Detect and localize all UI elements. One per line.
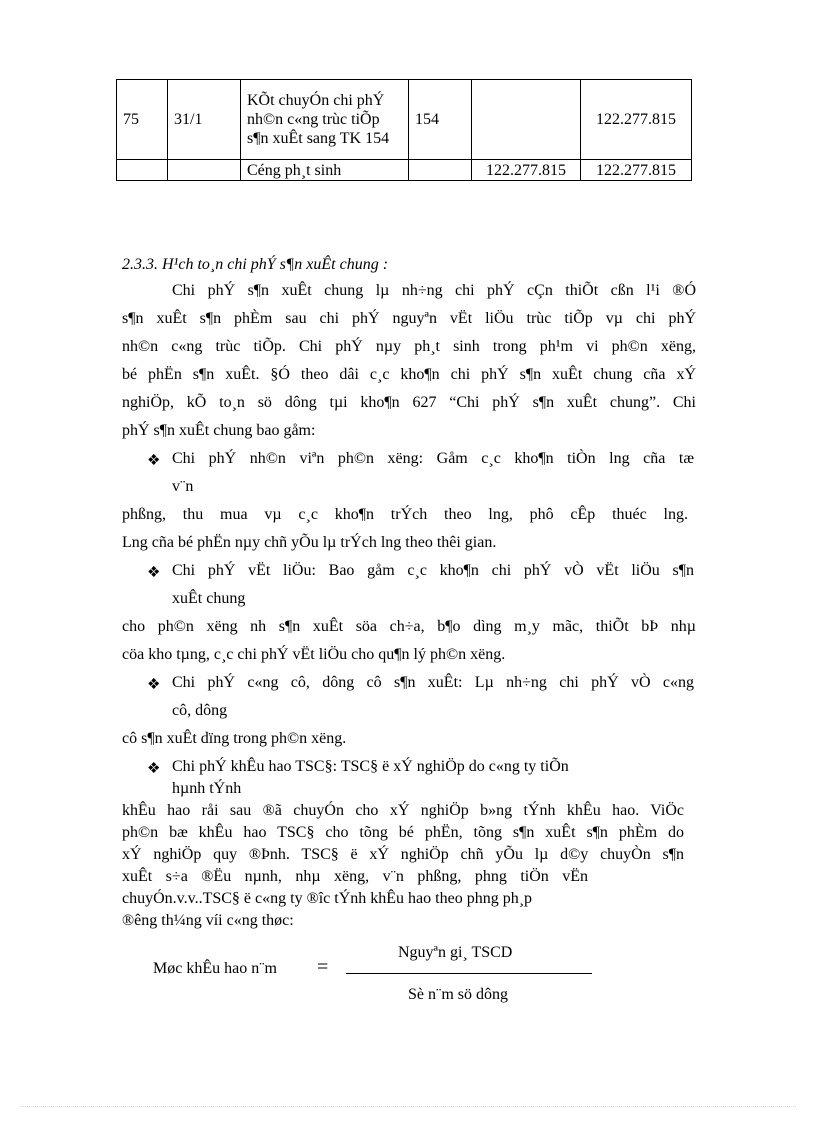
table-cell: 122.277.815 [472, 160, 581, 181]
paragraph-line: Chi phÝ s¶n xuÊt chung lµ nh÷ng chi phÝ cÇn thiÕt cßn l¹i ®Ó [172, 282, 696, 299]
paragraph-line: Lng cña bé phËn nµy chñ yÕu lµ trÝch lng theo thêi gian. [122, 534, 497, 551]
formula-denominator: Sè n¨m sö dông [408, 986, 508, 1003]
paragraph-line: chuyÓn.v.v..TSC§ ë c«ng ty ®îc tÝnh khÊu hao theo phng ph¸p [122, 890, 533, 907]
table-cell: 122.277.815 [581, 80, 692, 160]
table-row [117, 80, 692, 160]
diamond-bullet-icon: ❖ [147, 565, 161, 581]
paragraph-line: xuÊt s÷a ®Ëu nµnh, nhµ xëng, v¨n phßng, phng tiÖn vËn [122, 868, 588, 885]
paragraph-line: phÝ s¶n xuÊt chung bao gåm: [122, 422, 316, 439]
formula-numerator: Nguyªn gi¸ TSCD [398, 944, 513, 961]
page-bottom-rule [20, 1106, 796, 1107]
table-cell: 154 [409, 80, 472, 160]
paragraph-line: phßng, thu mua vµ c¸c kho¶n trÝch theo lng, phô cÊp thuéc lng. [122, 506, 688, 523]
bullet-line: xuÊt chung [172, 590, 246, 607]
table-cell [117, 160, 168, 181]
table-cell: 75 [117, 80, 168, 160]
formula-label: Møc khÊu hao n¨m [153, 960, 277, 977]
table-cell: 31/1 [168, 80, 241, 160]
table-cell: Céng ph¸t sinh [241, 160, 409, 181]
table-cell: 122.277.815 [581, 160, 692, 181]
ledger-table [116, 79, 692, 181]
bullet-line: Chi phÝ nh©n viªn ph©n xëng: Gåm c¸c kho¶n tiÒn lng cña tæ [172, 450, 694, 467]
paragraph-line: nghiÖp, kÕ to¸n sö dông tµi kho¶n 627 “Chi phÝ s¶n xuÊt chung”. Chi [122, 394, 696, 411]
bullet-line: cô, dông [172, 702, 228, 719]
bullet-line: Chi phÝ vËt liÖu: Bao gåm c¸c kho¶n chi phÝ vÒ vËt liÖu s¶n [172, 562, 694, 579]
diamond-bullet-icon: ❖ [147, 761, 161, 777]
table-cell [472, 80, 581, 160]
depreciation-formula [150, 940, 610, 1010]
table-row [117, 160, 692, 181]
table-cell [409, 160, 472, 181]
paragraph-line: xÝ nghiÖp quy ®Þnh. TSC§ ë xÝ nghiÖp chñ yÕu lµ d©y chuyÒn s¶n [122, 846, 684, 863]
paragraph-line: ph©n bæ khÊu hao TSC§ cho tõng bé phËn, tõng s¶n xuÊt s¶n phÈm do [122, 824, 684, 841]
formula-equals: = [317, 956, 329, 978]
paragraph-line: s¶n xuÊt s¶n phÈm sau chi phÝ nguyªn vËt liÖu trùc tiÕp vµ chi phÝ [122, 310, 696, 327]
bullet-line: Chi phÝ khÊu hao TSC§: TSC§ ë xÝ nghiÖp do c«ng ty tiÕn [172, 758, 569, 775]
bullet-line: hµnh tÝnh [172, 780, 242, 797]
table-cell: KÕt chuyÓn chi phÝ nh©n c«ng trùc tiÕp s¶n xuÊt sang TK 154 [241, 80, 409, 160]
paragraph-line: cho ph©n xëng nh s¶n xuÊt söa ch÷a, b¶o dìng m¸y mãc, thiÕt bÞ nhµ [122, 618, 696, 635]
table-cell [168, 160, 241, 181]
paragraph-line: cô s¶n xuÊt dïng trong ph©n xëng. [122, 730, 347, 747]
paragraph-line: bé phËn s¶n xuÊt. §Ó theo dâi c¸c kho¶n chi phÝ s¶n xuÊt chung cña xÝ [122, 366, 696, 383]
paragraph-line: cöa kho tµng, c¸c chi phÝ vËt liÖu cho qu¶n lý ph©n xëng. [122, 646, 506, 663]
diamond-bullet-icon: ❖ [147, 453, 161, 469]
diamond-bullet-icon: ❖ [147, 677, 161, 693]
bullet-line: v¨n [172, 478, 194, 495]
section-heading: 2.3.3. H¹ch to¸n chi phÝ s¶n xuÊt chung : [122, 256, 389, 273]
paragraph-line: khÊu hao råi sau ®ã chuyÓn cho xÝ nghiÖp b»ng tÝnh khÊu hao. ViÖc [122, 802, 684, 819]
paragraph-line: ®êng th¼ng víi c«ng thøc: [122, 912, 294, 929]
bullet-line: Chi phÝ c«ng cô, dông cô s¶n xuÊt: Lµ nh÷ng chi phÝ vÒ c«ng [172, 674, 694, 691]
fraction-bar [346, 973, 592, 974]
paragraph-line: nh©n c«ng trùc tiÕp. Chi phÝ nµy ph¸t sinh trong ph¹m vi ph©n xëng, [122, 338, 696, 355]
